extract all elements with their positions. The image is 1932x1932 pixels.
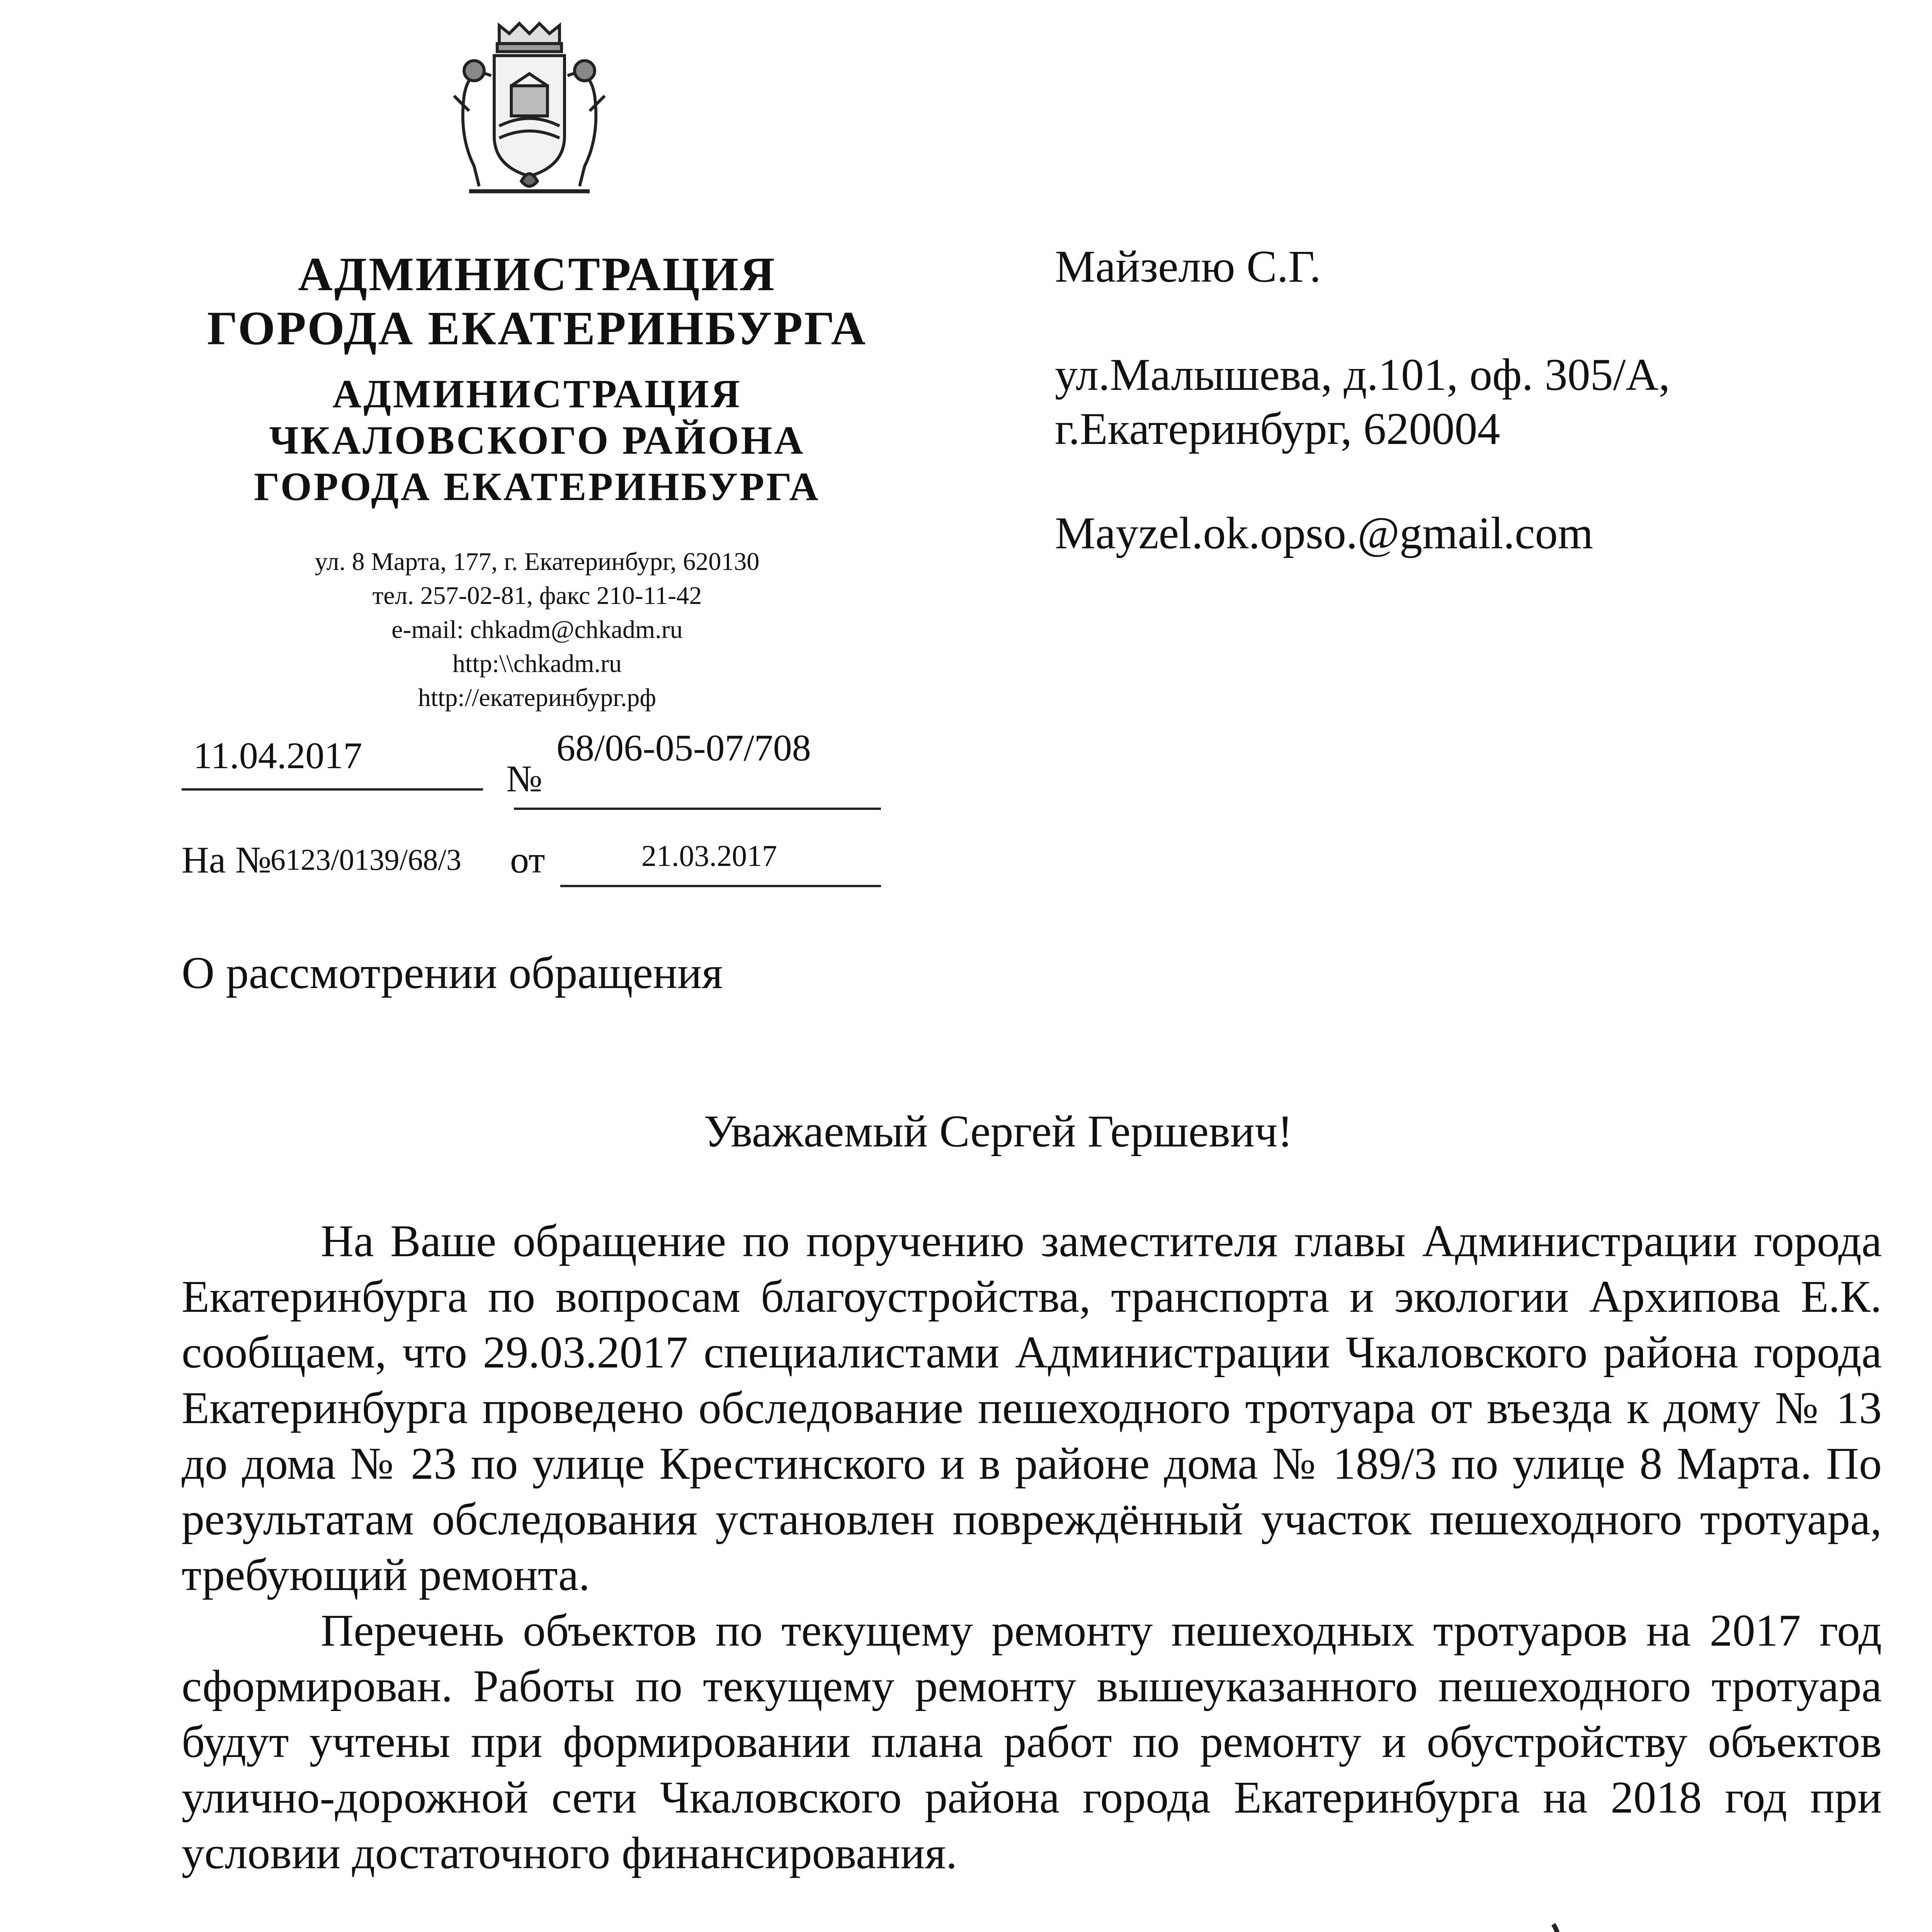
registration-date: 11.04.2017 xyxy=(193,735,362,777)
reply-number: 6123/0139/68/3 xyxy=(270,843,462,876)
letterhead-district-admin-line3: ГОРОДА ЕКАТЕРИНБУРГА xyxy=(254,464,820,509)
reply-date-underline xyxy=(560,885,881,887)
date-underline xyxy=(182,788,483,791)
letterhead-phone: тел. 257-02-81, факс 210-11-42 xyxy=(372,582,702,610)
addressee-name: Майзелю С.Г. xyxy=(1055,241,1321,292)
letter-subject: О рассмотрении обращения xyxy=(182,947,723,998)
greeting: Уважаемый Сергей Гершевич! xyxy=(704,1106,1293,1156)
reply-from: от xyxy=(510,839,545,881)
reply-date: 21.03.2017 xyxy=(641,839,777,872)
reply-prefix: На № xyxy=(182,839,272,881)
letterhead-address: ул. 8 Марта, 177, г. Екатеринбург, 620130 xyxy=(315,548,760,576)
handwritten-signature-icon xyxy=(1461,1917,1615,1932)
number-underline xyxy=(514,808,881,810)
addressee-street: ул.Малышева, д.101, оф. 305/А, xyxy=(1055,349,1670,400)
letterhead-city-admin-line2: ГОРОДА ЕКАТЕРИНБУРГА xyxy=(207,302,867,355)
body-paragraph-1: На Ваше обращение по поручению заместителя главы Администрации города Екатеринбурга по вопросам благоустройства, транспорта и экологии Архипова Е.К. сообщаем, что 29.03.2017 специалистами Администрации Чкаловского района города Екатеринбурга проведено обследование пешеходного тротуара от въезда к дому № 13 до дома № 23 по улице Крестинского и в районе дома № 189/3 по улице 8 Марта. По результатам обследования установлен повреждённый участок пешеходного тротуара, требующий ремонта. xyxy=(182,1216,1882,1600)
letterhead-city-admin-line1: АДМИНИСТРАЦИЯ xyxy=(298,248,776,301)
number-sign: № xyxy=(506,758,543,800)
coat-of-arms-icon xyxy=(429,15,630,216)
registration-number: 68/06-05-07/708 xyxy=(556,727,811,769)
body-paragraph-2: Перечень объектов по текущему ремонту пешеходных тротуаров на 2017 год сформирован. Работы по текущему ремонту вышеуказанного пешеходного тротуара будут учтены при формировании плана работ по ремонту и обустройству объектов улично-дорожной сети Чкаловского района города Екатеринбурга на 2018 год при условии достаточного финансирования. xyxy=(182,1605,1882,1878)
letterhead-site1: http:\\chkadm.ru xyxy=(452,650,622,678)
letterhead-site2: http://екатеринбург.рф xyxy=(418,684,656,712)
addressee-city: г.Екатеринбург, 620004 xyxy=(1055,403,1500,454)
letter-body xyxy=(182,1213,1882,1881)
letterhead-district-admin-line1: АДМИНИСТРАЦИЯ xyxy=(332,372,742,416)
addressee-email: Mayzel.ok.opso.@gmail.com xyxy=(1055,508,1594,558)
letterhead-email: e-mail: chkadm@chkadm.ru xyxy=(391,616,683,644)
letterhead-district-admin-line2: ЧКАЛОВСКОГО РАЙОНА xyxy=(269,418,805,463)
